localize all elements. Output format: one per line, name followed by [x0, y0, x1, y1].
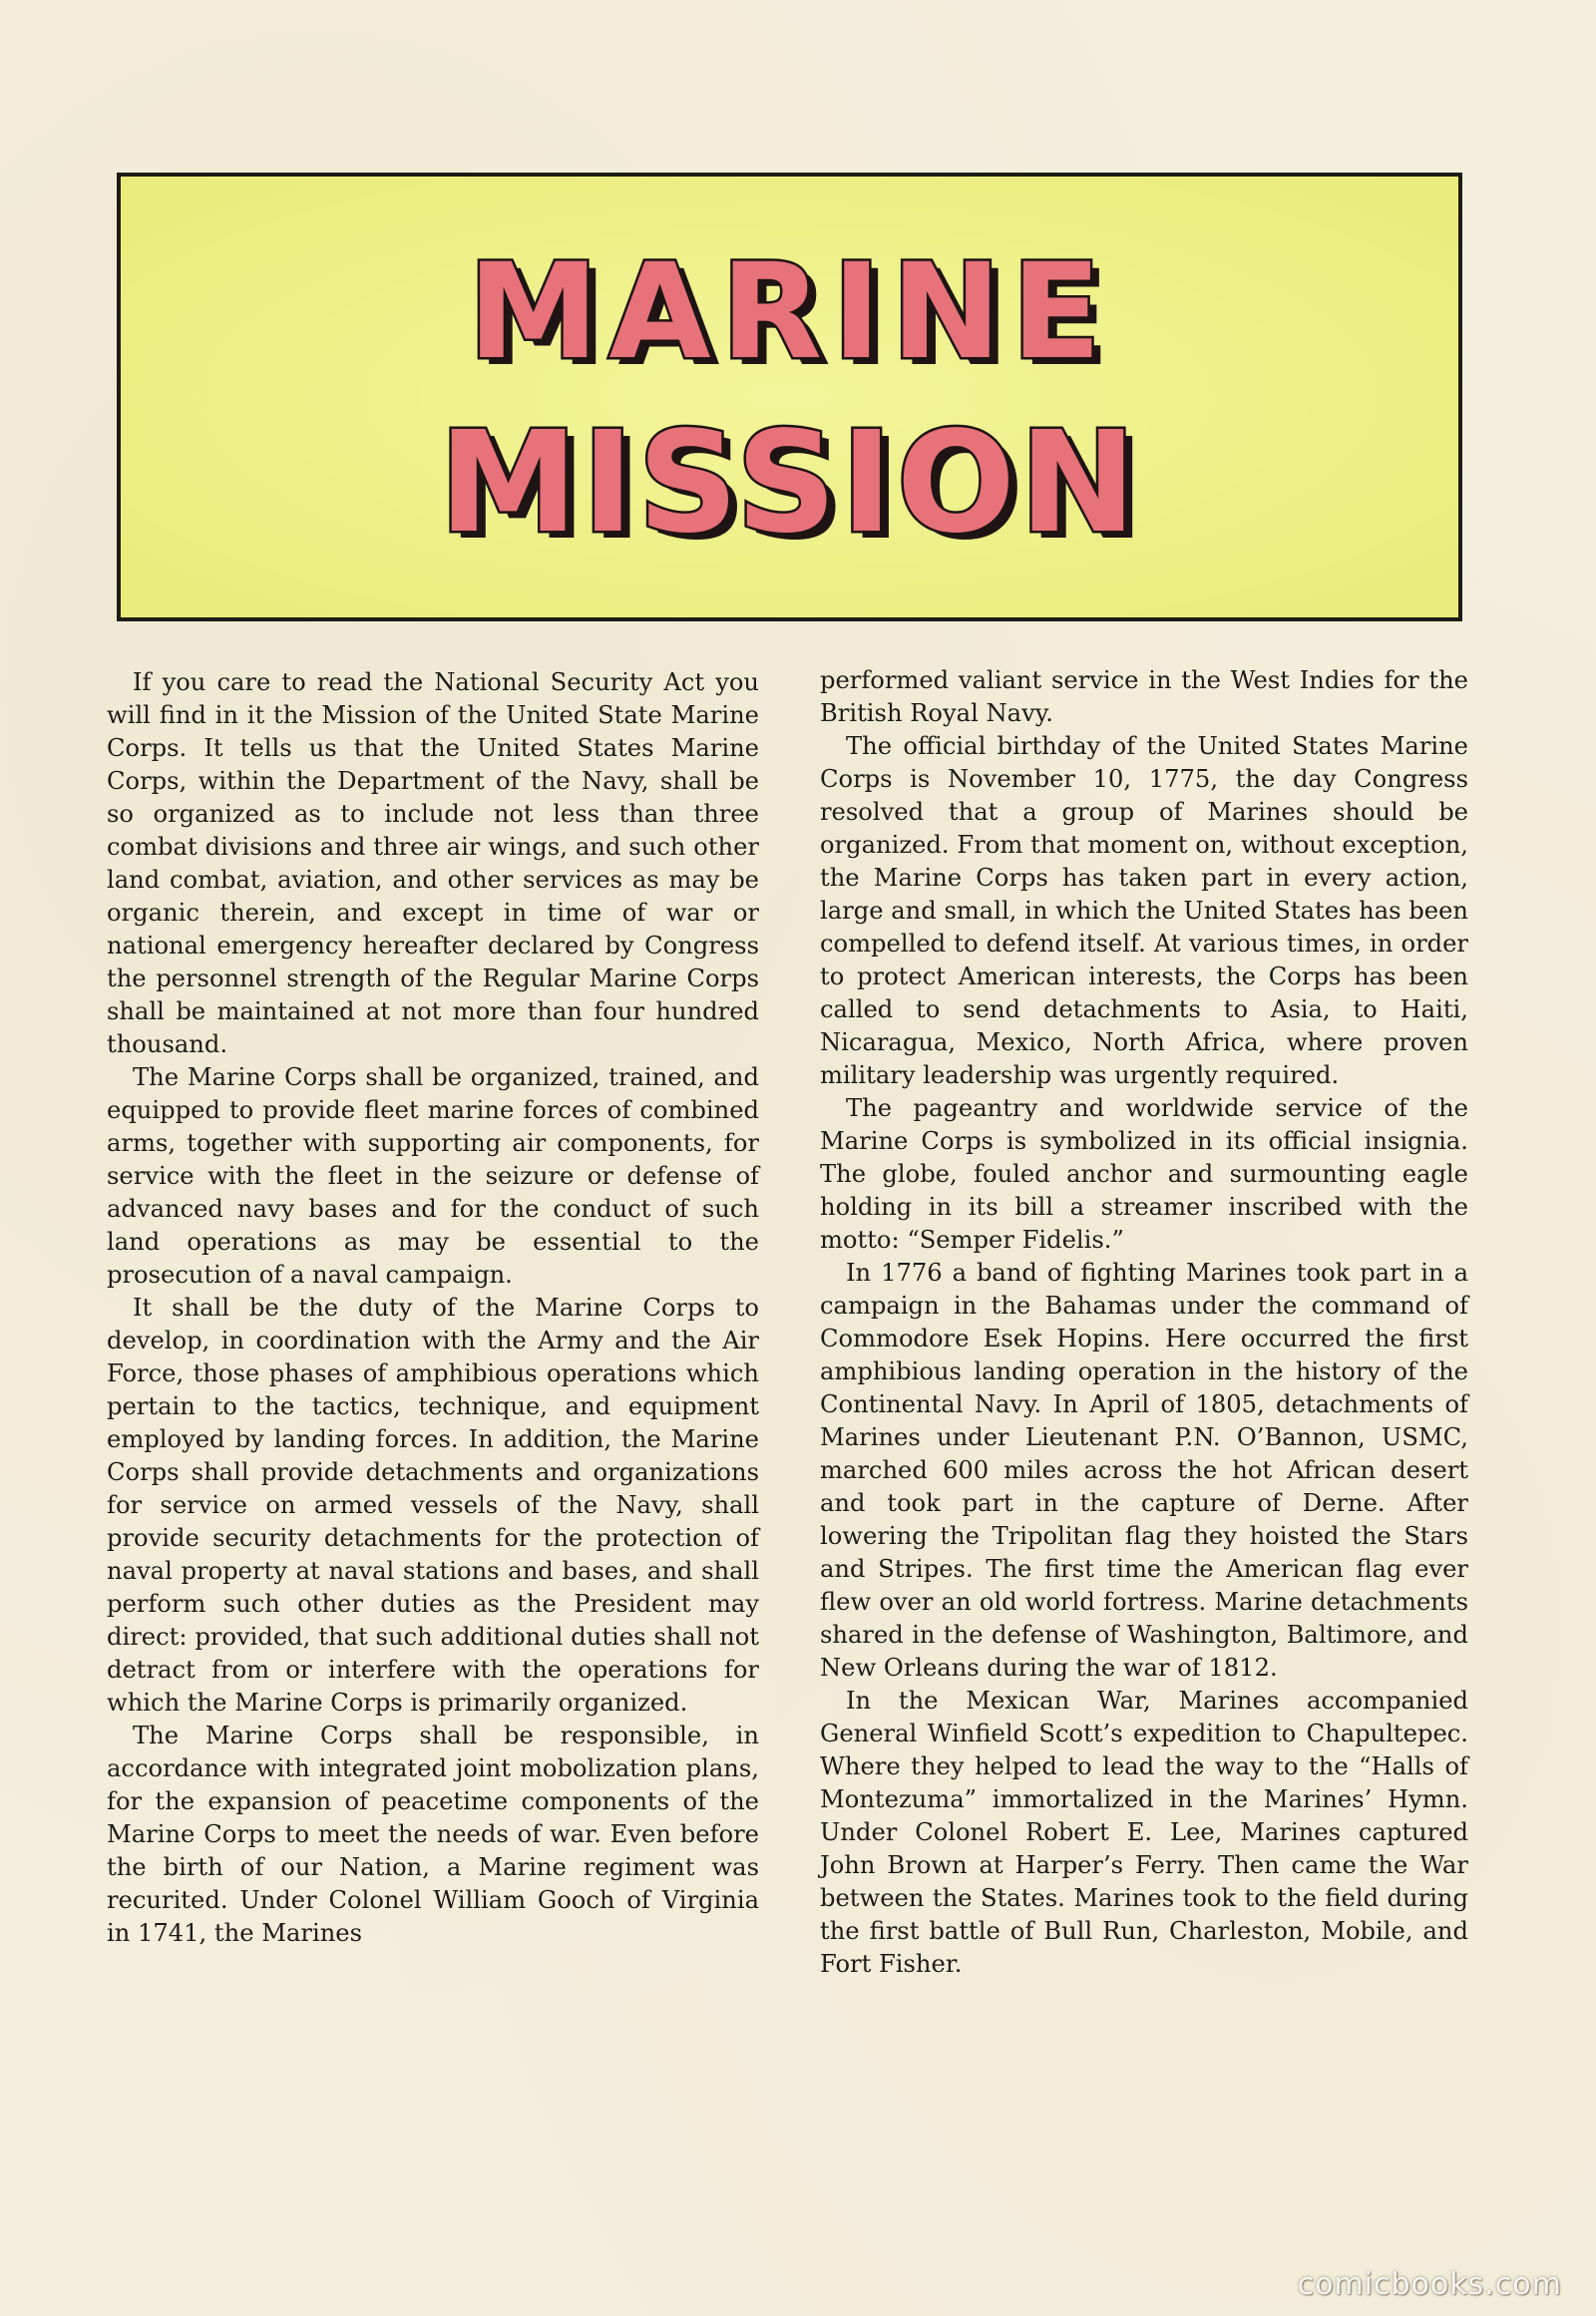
paragraph: The pageantry and worldwide service of the Marine Corps is symbolized in its official insignia. The globe, fouled anchor and surmounting eagle holding in its bill a streamer inscribed with the motto: “Semper Fidelis.” [820, 1094, 1468, 1254]
title-line-1: MARINE [468, 235, 1111, 389]
watermark: comicbooks.com [1297, 2267, 1562, 2302]
paragraph: In 1776 a band of fighting Marines took part in a campaign in the Bahamas under the command of Commodore Esek Hopins. Here occurred the first amphibious landing operation in the history of the Continental Navy. In April of 1805, detachments of Marines under Lieutenant P.N. O’Bannon, USMC, marched 600 miles across the hot African desert and took part in the capture of Derne. After lowering the Tripolitan flag they hoisted the Stars and Stripes. The first time the American flag ever flew over an old world fortress. Marine detachments shared in the defense of Washington, Baltimore, and New Orleans during the war of 1812. [820, 1259, 1468, 1682]
paragraph: It shall be the duty of the Marine Corps to develop, in coordination with the Army and the Air Force, those phases of amphibious operations which pertain to the tactics, technique, and equipment employed by landing forces. In addition, the Marine Corps shall provide detachments and organizations for service on armed vessels of the Navy, shall provide security detachments for the protection of naval property at naval stations and bases, and shall perform such other duties as the President may direct: provided, that such additional duties shall not detract from or interfere with the operations for which the Marine Corps is primarily organized. [107, 1294, 759, 1717]
title-line-2: MISSION [438, 402, 1141, 565]
paragraph: If you care to read the National Security Act you will find in it the Mission of the United State Marine Corps. It tells us that the United States Marine Corps, within the Department of the Navy, shall be so organized as to include not less than three combat divisions and three air wings, and such other land combat, aviation, and other services as may be organic therein, and except in time of war or national emergency hereafter declared by Congress the personnel strength of the Regular Marine Corps shall be maintained at not more than four hundred thousand. [107, 668, 759, 1058]
title-banner [117, 173, 1462, 621]
paragraph: In the Mexican War, Marines accompanied General Winfield Scott’s expedition to Chapultepec. Where they helped to lead the way to the “Halls of Montezuma” immortalized in the Marines’ Hymn. Under Colonel Robert E. Lee, Marines captured John Brown at Harper’s Ferry. Then came the War between the States. Marines took to the field during the first battle of Bull Run, Charleston, Mobile, and Fort Fisher. [820, 1687, 1468, 1978]
right-column [820, 664, 1468, 1981]
left-column [107, 666, 759, 1950]
paragraph: The Marine Corps shall be organized, trained, and equipped to provide fleet marine forces of combined arms, together with supporting air components, for service with the fleet in the seizure or defense of advanced navy bases and for the conduct of such land operations as may be essential to the prosecution of a naval campaign. [107, 1063, 759, 1289]
paragraph: The Marine Corps shall be responsible, in accordance with integrated joint mobolization plans, for the expansion of peacetime components of the Marine Corps to meet the needs of war. Even before the birth of our Nation, a Marine regiment was recurited. Under Colonel William Gooch of Virginia in 1741, the Marines [107, 1722, 759, 1947]
paragraph: The official birthday of the United States Marine Corps is November 10, 1775, the day Congress resolved that a group of Marines should be organized. From that moment on, without exception, the Marine Corps has taken part in every action, large and small, in which the United States has been compelled to defend itself. At various times, in order to protect American interests, the Corps has been called to send detachments to Asia, to Haiti, Nicaragua, Mexico, North Africa, where proven military leadership was urgently required. [820, 732, 1468, 1089]
paragraph-continued: performed valiant service in the West Indies for the British Royal Navy. [820, 666, 1468, 727]
